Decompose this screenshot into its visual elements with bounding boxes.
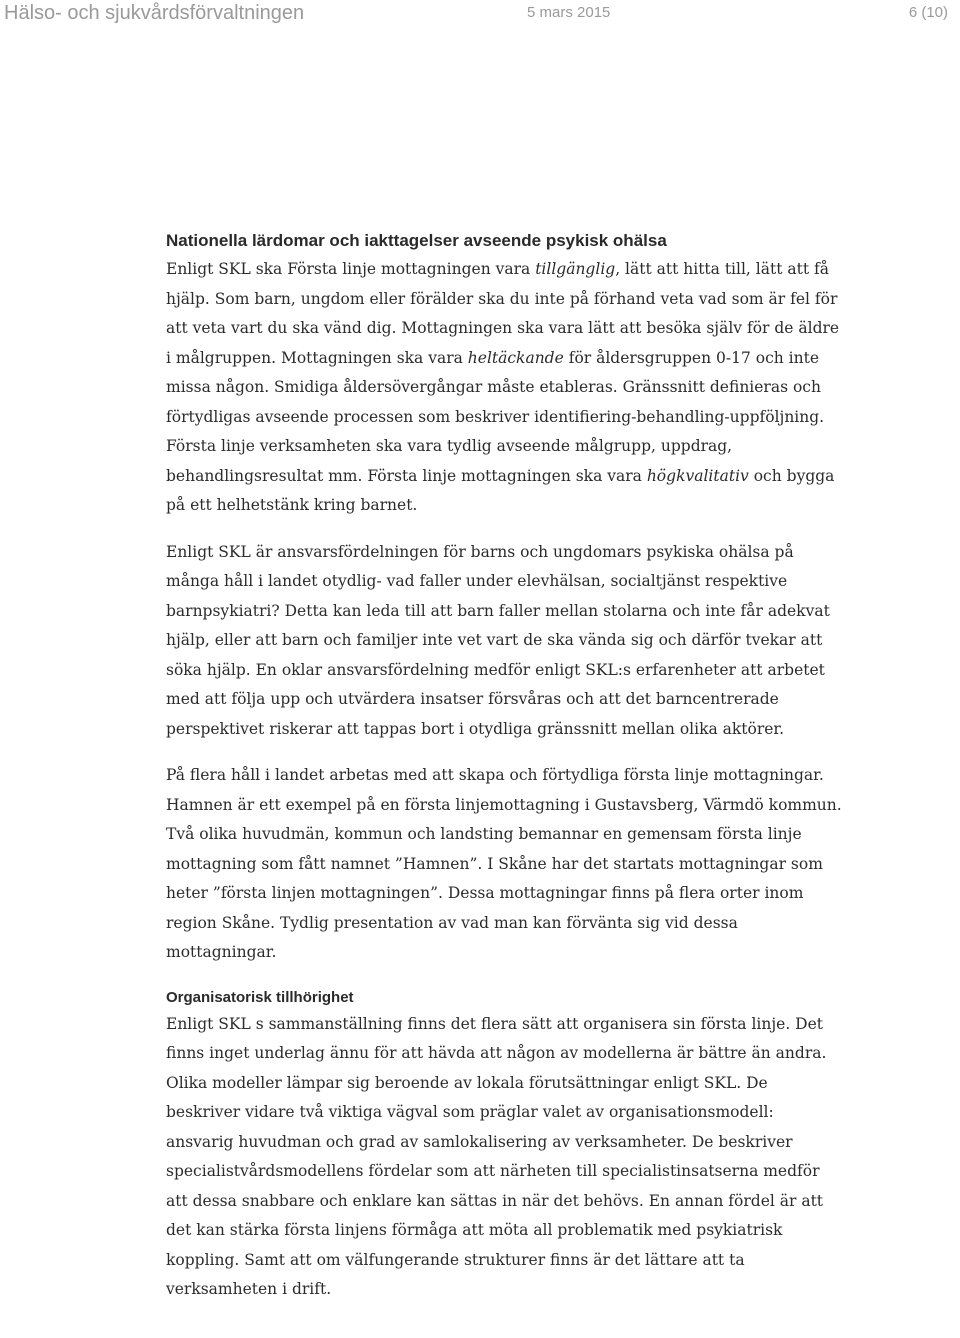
paragraph-responsibility: Enligt SKL är ansvarsfördelningen för barns och ungdomars psykiska ohälsa på många håll i landet otydlig- vad faller under elevhälsan, socialtjänst respektive barnpsykiatri? Detta kan leda till att barn faller mellan stolarna och inte får adekvat hjälp, eller att barn och familjer inte vet vart de ska vända sig och därför tvekar att söka hjälp. En oklar ansvarsfördelning medför enligt SKL:s erfarenheter att arbetet med att följa upp och utvärdera insatser försvåras och att det barncentrerade perspektivet riskerar att tappas bort i otydliga gränssnitt mellan olika aktörer. — [166, 542, 830, 738]
section-heading-organisation: Organisatorisk tillhörighet — [166, 988, 354, 1006]
document-body — [166, 230, 846, 1305]
paragraph-examples: På flera håll i landet arbetas med att skapa och förtydliga första linje mottagningar. Hamnen är ett exempel på en första linjemottagning i Gustavsberg, Värmdö kommun. Två olika huvudmän, kommun och landsting bemannar en gemensam första linje mottagning som fått namnet ”Hamnen”. I Skåne har det startats mottagningar som heter ”första linjen mottagningen”. Dessa mottagningar finns på flera orter inom region Skåne. Tydlig presentation av vad man kan förvänta sig vid dessa mottagningar. — [166, 766, 842, 961]
emphasis-text: heltäckande — [467, 348, 564, 367]
paragraph-organisation: Enligt SKL s sammanställning finns det flera sätt att organisera sin första linje. Det finns inget underlag ännu för att hävda att någon av modellerna är bättre än andra. Olika modeller lämpar sig beroende av lokala förutsättningar enligt SKL. De beskriver vidare två viktiga vägval som präglar valet av organisationsmodell: ansvarig huvudman och grad av samlokalisering av verksamheter. De beskriver specialistvårdsmodellens fördelar som att närheten till specialistinsatserna medför att dessa snabbare och enklare kan sättas in när det behövs. En annan fördel är att det kan stärka första linjens förmåga att möta all problematik med psykiatrisk koppling. Samt att om välfungerande strukturer finns är det lättare att ta verksamheten i drift. — [166, 1014, 827, 1298]
paragraph-text: för åldersgruppen 0-17 och inte missa någon. Smidiga åldersövergångar måste etableras. Gränssnitt definieras och förtydligas avseende processen som beskriver identifiering-behandling-uppföljning. Första linje verksamheten ska vara tydlig avseende målgrupp, uppdrag, behandlingsresultat mm. Första linje mottagningen ska vara — [166, 348, 825, 485]
section-heading-national-lessons: Nationella lärdomar och iakttagelser avseende psykisk ohälsa — [166, 231, 667, 250]
paragraph-text: och bygga på ett helhetstänk kring barnet. — [166, 466, 835, 514]
paragraph-text: , lätt att hitta till, lätt att få hjälp. Som barn, ungdom eller förälder ska du inte på förhand veta vad som är fel för att veta vart du ska vänd dig. Mottagningen ska vara lätt att besöka själv för de äldre i målgruppen. Mottagningen ska vara — [166, 260, 840, 367]
header-date: 5 mars 2015 — [527, 4, 611, 21]
page-header — [0, 0, 960, 28]
emphasis-text: tillgänglig — [535, 260, 616, 278]
paragraph-first-line-requirements — [166, 255, 846, 521]
header-page-number: 6 (10) — [908, 4, 948, 21]
paragraph-text: Enligt SKL ska Första linje mottagningen vara — [166, 260, 536, 278]
header-title: Hälso- och sjukvårdsförvaltningen — [4, 2, 305, 24]
emphasis-text: högkvalitativ — [646, 466, 749, 485]
